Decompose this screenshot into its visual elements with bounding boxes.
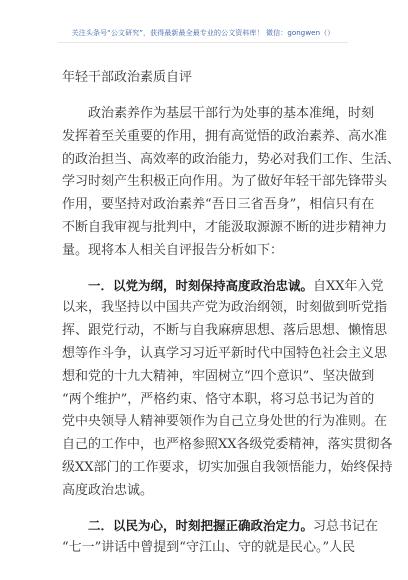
paragraph-1-line: 发挥着至关重要的作用，拥有高觉悟的政治素养、高水准 [62, 128, 388, 144]
section-2-heading: 二．以民为心，时刻把握正确政治定力。 [88, 517, 314, 533]
section-1-line: 自己的工作中，也严格参照XX各级党委精神，落实贯彻各 [62, 437, 393, 453]
paragraph-1-line: 的政治担当、高效率的政治能力，势必对我们工作、生活、 [62, 151, 401, 167]
section-1-line: 级XX部门的工作要求，切实加强自我领悟能力，始终保持 [62, 459, 393, 475]
paragraph-1-line: 不断自我审视与批判中，才能汲取源源不断的进步精神力 [62, 219, 388, 235]
section-1-line: 以来，我坚持以中国共产党为政治纲领，时刻做到听党指 [62, 300, 388, 316]
section-2-line: “七一”讲话中曾提到“守江山、守的就是民心。”人民 [62, 540, 356, 556]
paragraph-1-line: 政治素养作为基层干部行为处事的基本准绳，时刻 [88, 106, 375, 121]
section-1-line: 想和党的十九大精神，牢固树立“四个意识”、坚决做到 [62, 368, 375, 384]
paragraph-1-line: 作用，要坚持对政治素养“吾日三省吾身”，相信只有在 [62, 197, 375, 213]
section-1-line: 想等作斗争，认真学习习近平新时代中国特色社会主义思 [62, 345, 388, 361]
paragraph-1-line: 量。现将本人相关自评报告分析如下： [62, 242, 284, 258]
header-banner [58, 24, 348, 43]
document-body [62, 103, 401, 560]
section-1-line: 高度政治忠诚。 [62, 482, 154, 498]
header-banner-text: 关注头条号“公文研究”，获得最新最全最专业的公文资料库！ 微信：gongwen（） [71, 29, 335, 37]
section-2-first-line [62, 515, 379, 538]
section-1-first-line [62, 275, 384, 298]
document-title: 年轻干部政治素质自评 [62, 70, 193, 85]
section-1-line: 挥、跟党行动，不断与自我麻痹思想、落后思想、懒惰思 [62, 323, 388, 339]
section-1-line: 党中央领导人精神要领作为自己立身处世的行为准则。在 [62, 414, 388, 430]
section-1-line: “两个维护”，严格约束、恪守本职，将习总书记为首的 [62, 391, 375, 407]
section-2-first-rest: 习总书记在 [313, 518, 379, 534]
section-1-heading: 一．以党为纲，时刻保持高度政治忠诚。 [88, 277, 314, 293]
paragraph-1-line: 学习时刻产生积极正向作用。为了做好年轻干部先锋带头 [62, 174, 388, 190]
section-1-first-rest: 自XX年入党 [313, 278, 384, 294]
